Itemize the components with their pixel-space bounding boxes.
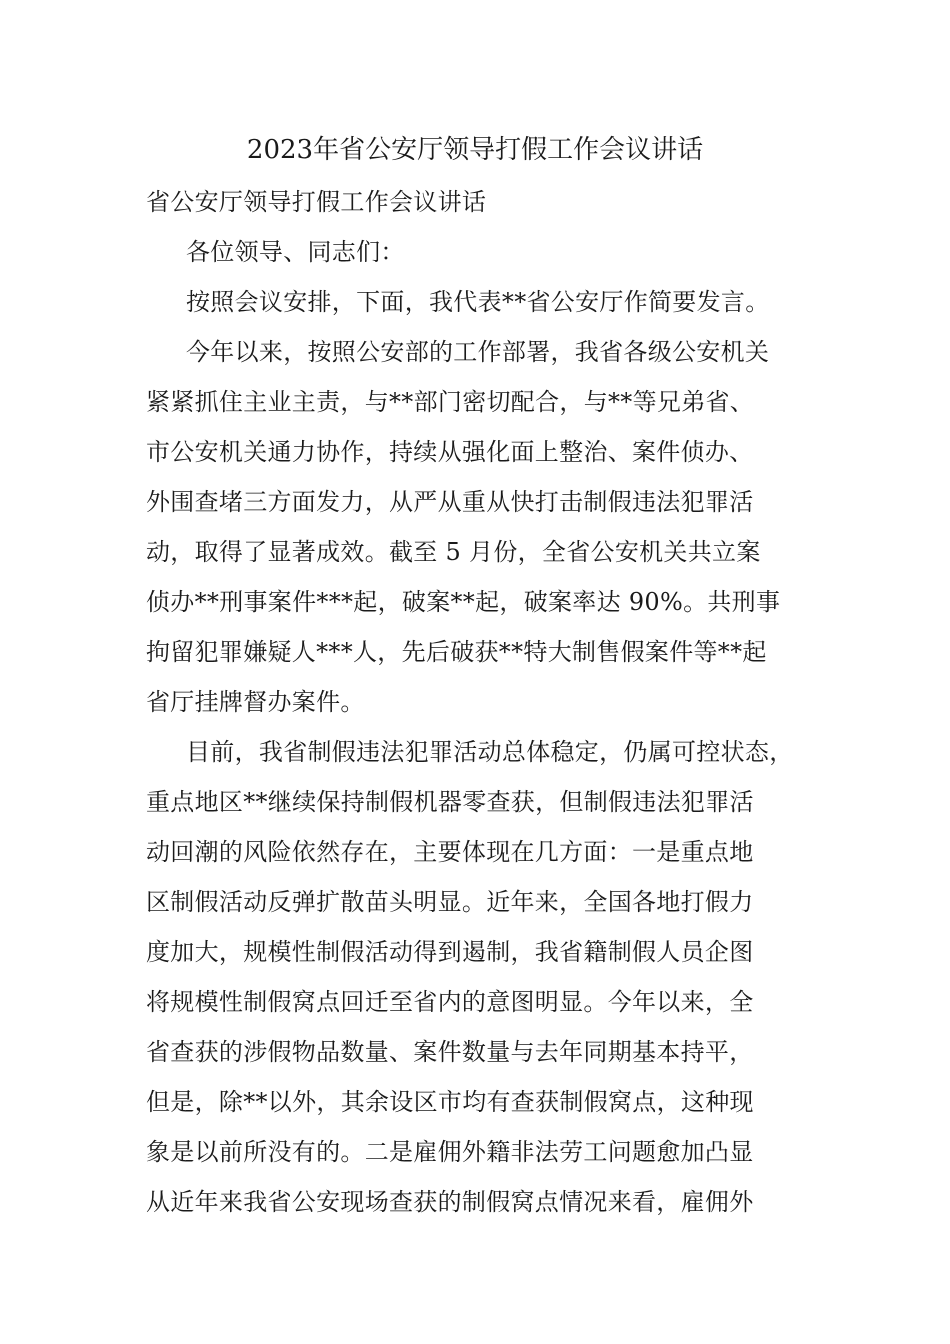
- paragraph-line: 侦办**刑事案件***起，破案**起，破案率达 90%。共刑事: [146, 588, 781, 616]
- document-title: 2023年省公安厅领导打假工作会议讲话: [246, 135, 704, 165]
- paragraph-line: 拘留犯罪嫌疑人***人，先后破获**特大制售假案件等**起: [146, 638, 767, 666]
- paragraph-line: 今年以来，按照公安部的工作部署，我省各级公安机关: [186, 338, 770, 366]
- paragraph-line: 区制假活动反弹扩散苗头明显。近年来，全国各地打假力: [146, 888, 754, 916]
- paragraph-line: 象是以前所没有的。二是雇佣外籍非法劳工问题愈加凸显: [146, 1138, 754, 1166]
- subtitle-line: 省公安厅领导打假工作会议讲话: [146, 188, 487, 216]
- paragraph-line: 市公安机关通力协作，持续从强化面上整治、案件侦办、: [146, 438, 754, 466]
- salutation-line: 各位领导、同志们：: [186, 238, 405, 266]
- paragraph-line: 按照会议安排，下面，我代表**省公安厅作简要发言。: [186, 288, 770, 316]
- paragraph-line: 重点地区**继续保持制假机器零查获，但制假违法犯罪活: [146, 788, 754, 816]
- paragraph-line: 省厅挂牌督办案件。: [146, 688, 365, 716]
- paragraph-line: 动回潮的风险依然存在，主要体现在几方面：一是重点地: [146, 838, 754, 866]
- paragraph-line: 紧紧抓住主业主责，与**部门密切配合，与**等兄弟省、: [146, 388, 755, 416]
- paragraph-line: 动，取得了显著成效。截至 5 月份，全省公安机关共立案: [146, 538, 761, 566]
- paragraph-line: 但是，除**以外，其余设区市均有查获制假窝点，这种现: [146, 1088, 754, 1116]
- paragraph-line: 将规模性制假窝点回迁至省内的意图明显。今年以来，全: [146, 988, 754, 1016]
- paragraph-line: 省查获的涉假物品数量、案件数量与去年同期基本持平，: [146, 1038, 754, 1066]
- paragraph-line: 度加大，规模性制假活动得到遏制，我省籍制假人员企图: [146, 938, 754, 966]
- paragraph-line: 从近年来我省公安现场查获的制假窝点情况来看，雇佣外: [146, 1188, 754, 1216]
- paragraph-line: 外围查堵三方面发力，从严从重从快打击制假违法犯罪活: [146, 488, 754, 516]
- paragraph-line: 目前，我省制假违法犯罪活动总体稳定，仍属可控状态，: [186, 738, 794, 766]
